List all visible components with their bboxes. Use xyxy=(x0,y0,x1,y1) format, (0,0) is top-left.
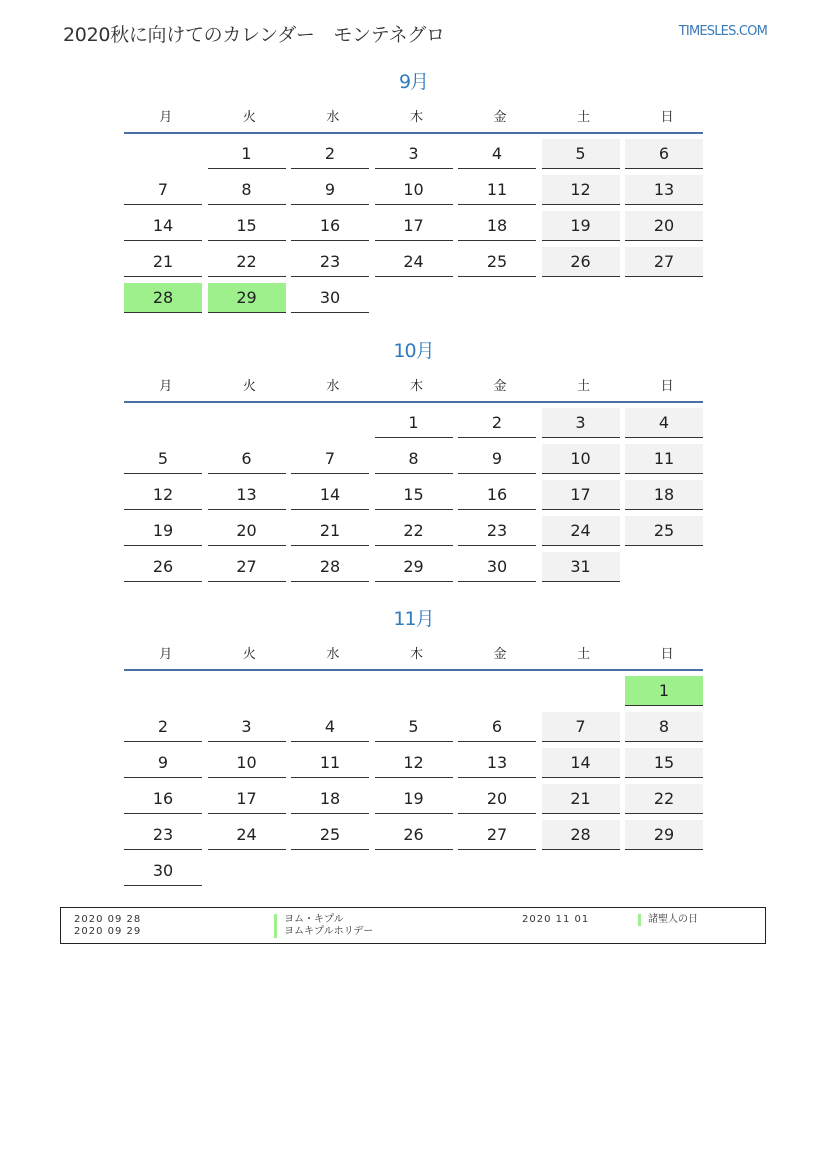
empty-cell xyxy=(124,139,202,169)
day-cell: 27 xyxy=(625,247,703,277)
month-title: 11月 xyxy=(393,608,434,630)
day-cell: 25 xyxy=(291,820,369,850)
day-cell: 26 xyxy=(124,552,202,582)
day-cell: 5 xyxy=(542,139,620,169)
month-september xyxy=(124,68,703,313)
day-cell: 12 xyxy=(542,175,620,205)
weekday-fri: 金 xyxy=(493,109,507,125)
weekday-sat: 土 xyxy=(577,646,591,662)
weekday-sat: 土 xyxy=(577,378,591,394)
weekday-sun: 日 xyxy=(660,646,674,662)
weekday-mon: 月 xyxy=(159,646,173,662)
weekday-fri: 金 xyxy=(493,646,507,662)
day-cell: 16 xyxy=(291,211,369,241)
day-cell: 2 xyxy=(458,408,536,438)
weekday-thu: 木 xyxy=(409,646,423,662)
day-cell: 30 xyxy=(291,283,369,313)
day-cell: 9 xyxy=(124,748,202,778)
day-cell: 27 xyxy=(458,820,536,850)
day-cell: 21 xyxy=(291,516,369,546)
page-title: 2020秋に向けてのカレンダー モンテネグロ xyxy=(63,24,445,46)
day-cell: 7 xyxy=(291,444,369,474)
month-october xyxy=(124,337,703,582)
weekday-wed: 水 xyxy=(326,109,340,125)
month-title: 9月 xyxy=(398,71,429,93)
day-cell: 16 xyxy=(124,784,202,814)
weekday-mon: 月 xyxy=(159,109,173,125)
weekday-tue: 火 xyxy=(242,646,256,662)
holiday-day-cell: 1 xyxy=(625,676,703,706)
empty-cell xyxy=(124,676,202,706)
weekday-thu: 木 xyxy=(409,378,423,394)
day-cell: 14 xyxy=(291,480,369,510)
weekday-header xyxy=(124,637,703,667)
day-cell: 22 xyxy=(625,784,703,814)
day-cell: 5 xyxy=(124,444,202,474)
day-cell: 7 xyxy=(124,175,202,205)
day-cell: 10 xyxy=(208,748,286,778)
day-cell: 19 xyxy=(375,784,453,814)
day-cell: 4 xyxy=(291,712,369,742)
day-cell: 24 xyxy=(208,820,286,850)
day-cell: 25 xyxy=(625,516,703,546)
empty-cell xyxy=(291,408,369,438)
day-cell: 7 xyxy=(542,712,620,742)
day-cell: 18 xyxy=(458,211,536,241)
weekday-wed: 水 xyxy=(326,378,340,394)
weekday-header xyxy=(124,369,703,399)
day-cell: 4 xyxy=(625,408,703,438)
legend-date: 2020 11 01 xyxy=(522,914,590,925)
day-cell: 28 xyxy=(542,820,620,850)
day-cell: 28 xyxy=(291,552,369,582)
day-cell: 3 xyxy=(542,408,620,438)
empty-cell xyxy=(208,676,286,706)
empty-cell xyxy=(542,676,620,706)
day-cell: 9 xyxy=(291,175,369,205)
day-cell: 21 xyxy=(124,247,202,277)
day-cell: 6 xyxy=(625,139,703,169)
weekday-thu: 木 xyxy=(409,109,423,125)
weekday-tue: 火 xyxy=(242,109,256,125)
day-cell: 15 xyxy=(625,748,703,778)
day-cell: 19 xyxy=(542,211,620,241)
day-cell: 3 xyxy=(375,139,453,169)
day-cell: 29 xyxy=(375,552,453,582)
day-cell: 2 xyxy=(291,139,369,169)
day-cell: 11 xyxy=(625,444,703,474)
weekday-divider xyxy=(124,132,703,134)
day-cell: 2 xyxy=(124,712,202,742)
legend-date: 2020 09 29 xyxy=(74,926,142,937)
empty-cell xyxy=(291,676,369,706)
day-cell: 15 xyxy=(375,480,453,510)
day-cell: 11 xyxy=(458,175,536,205)
day-cell: 8 xyxy=(375,444,453,474)
empty-cell xyxy=(375,676,453,706)
day-cell: 22 xyxy=(375,516,453,546)
day-cell: 24 xyxy=(375,247,453,277)
empty-cell xyxy=(458,676,536,706)
day-grid xyxy=(124,408,703,582)
day-cell: 16 xyxy=(458,480,536,510)
day-cell: 13 xyxy=(208,480,286,510)
day-cell: 21 xyxy=(542,784,620,814)
day-cell: 29 xyxy=(625,820,703,850)
day-cell: 10 xyxy=(375,175,453,205)
holiday-legend xyxy=(60,907,766,944)
weekday-divider xyxy=(124,401,703,403)
holiday-day-cell: 29 xyxy=(208,283,286,313)
day-cell: 25 xyxy=(458,247,536,277)
weekday-sun: 日 xyxy=(660,109,674,125)
day-cell: 11 xyxy=(291,748,369,778)
legend-holiday-name: ヨムキプルホリデー xyxy=(274,926,373,938)
day-cell: 18 xyxy=(625,480,703,510)
day-cell: 6 xyxy=(458,712,536,742)
day-cell: 8 xyxy=(625,712,703,742)
day-cell: 13 xyxy=(625,175,703,205)
day-cell: 12 xyxy=(375,748,453,778)
day-cell: 26 xyxy=(542,247,620,277)
day-cell: 23 xyxy=(291,247,369,277)
weekday-tue: 火 xyxy=(242,378,256,394)
day-cell: 31 xyxy=(542,552,620,582)
day-cell: 5 xyxy=(375,712,453,742)
empty-cell xyxy=(124,408,202,438)
day-cell: 23 xyxy=(458,516,536,546)
day-cell: 30 xyxy=(458,552,536,582)
day-cell: 27 xyxy=(208,552,286,582)
day-cell: 24 xyxy=(542,516,620,546)
legend-holiday-name: 諸聖人の日 xyxy=(638,914,698,926)
empty-cell xyxy=(208,408,286,438)
day-cell: 4 xyxy=(458,139,536,169)
day-cell: 30 xyxy=(124,856,202,886)
day-cell: 17 xyxy=(375,211,453,241)
day-cell: 12 xyxy=(124,480,202,510)
month-november xyxy=(124,605,703,886)
weekday-sat: 土 xyxy=(577,109,591,125)
day-cell: 14 xyxy=(124,211,202,241)
day-cell: 1 xyxy=(208,139,286,169)
weekday-wed: 水 xyxy=(326,646,340,662)
day-cell: 26 xyxy=(375,820,453,850)
day-cell: 6 xyxy=(208,444,286,474)
day-cell: 20 xyxy=(625,211,703,241)
day-grid xyxy=(124,139,703,313)
weekday-sun: 日 xyxy=(660,378,674,394)
day-grid xyxy=(124,676,703,886)
weekday-fri: 金 xyxy=(493,378,507,394)
weekday-mon: 月 xyxy=(159,378,173,394)
day-cell: 8 xyxy=(208,175,286,205)
holiday-day-cell: 28 xyxy=(124,283,202,313)
weekday-divider xyxy=(124,669,703,671)
day-cell: 1 xyxy=(375,408,453,438)
day-cell: 15 xyxy=(208,211,286,241)
day-cell: 20 xyxy=(208,516,286,546)
day-cell: 20 xyxy=(458,784,536,814)
day-cell: 10 xyxy=(542,444,620,474)
weekday-header xyxy=(124,100,703,130)
legend-date: 2020 09 28 xyxy=(74,914,142,925)
day-cell: 17 xyxy=(542,480,620,510)
day-cell: 17 xyxy=(208,784,286,814)
day-cell: 19 xyxy=(124,516,202,546)
legend-holiday-name: ヨム・キプル xyxy=(274,914,344,926)
day-cell: 23 xyxy=(124,820,202,850)
day-cell: 18 xyxy=(291,784,369,814)
day-cell: 14 xyxy=(542,748,620,778)
day-cell: 9 xyxy=(458,444,536,474)
day-cell: 22 xyxy=(208,247,286,277)
day-cell: 13 xyxy=(458,748,536,778)
site-link[interactable]: TIMESLES.COM xyxy=(678,24,767,39)
day-cell: 3 xyxy=(208,712,286,742)
month-title: 10月 xyxy=(393,340,434,362)
